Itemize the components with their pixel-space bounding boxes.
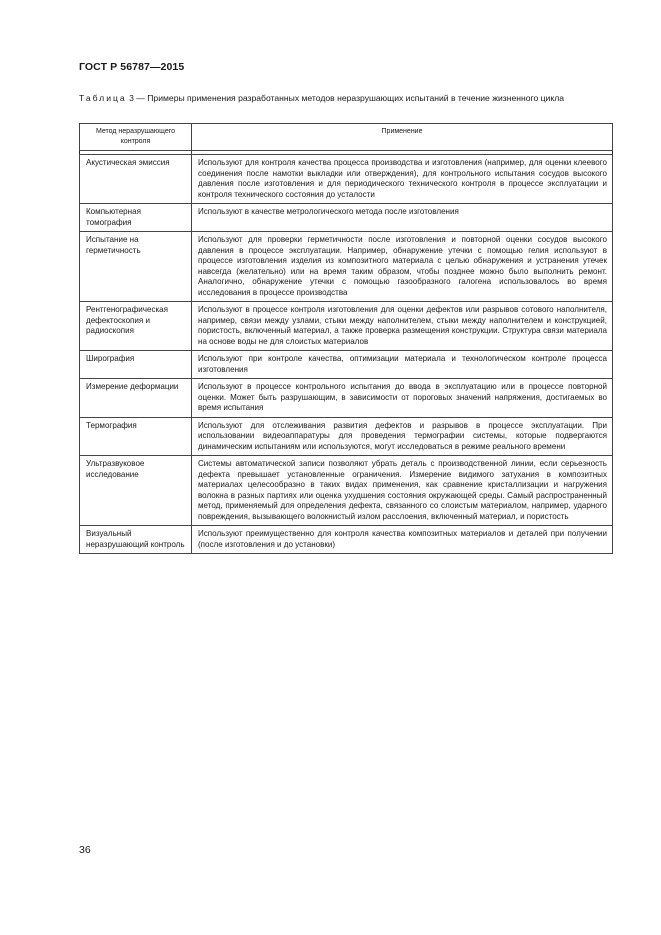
table-row	[80, 302, 613, 351]
column-header-method: Метод неразрушающего контроля	[80, 124, 192, 151]
table-row	[80, 456, 613, 526]
table-header-row	[80, 124, 613, 151]
table-title-text: — Примеры применения разработанных методов неразрушающих испытаний в течение жизненного цикла	[136, 93, 564, 103]
application-cell: Используют для контроля качества процесса производства и изготовления (например, для оценки клеевого соединения после намотки выкладки или отверждения), для контрольного испытания сосудов высокого давления после изготовления и для периодического технического контроля в процессе эксплуатации и контроля технического состояния до усталости	[192, 155, 613, 204]
method-cell: Компьютерная томография	[80, 204, 192, 232]
page-number: 36	[79, 844, 91, 856]
method-cell: Акустическая эмиссия	[80, 155, 192, 204]
method-cell: Измерение деформации	[80, 379, 192, 418]
method-cell: Испытание на герметичность	[80, 232, 192, 302]
table-title	[79, 93, 617, 105]
table-row	[80, 417, 613, 456]
table-row	[80, 232, 613, 302]
application-cell: Используют для отслеживания развития дефектов и разрывов в процессе эксплуатации. При использовании видеоаппаратуры для проведения термографии системы, которые подвергаются динамическим испытаниям или используются, могут исследоваться в режиме реального времени	[192, 417, 613, 456]
method-cell: Ширография	[80, 351, 192, 379]
methods-table	[79, 123, 613, 554]
method-cell: Визуальный неразрушающий контроль	[80, 526, 192, 554]
application-cell: Системы автоматической записи позволяют убрать деталь с производственной линии, если серьезность дефекта превышает установленные ограничения. Измерение видимого затухания в композитных материалах целесообразно в таких видах применения, как сравнение кристаллизации и нагружения волокна в разных партиях или оценка ухудшения состояния окружающей среды. Самый распространенный метод, применяемый для определения дефекта, связанного со слоистым материалом, например, ударного повреждения, вызывающего волокнистый излом расслоения, включенный материал, и пористость	[192, 456, 613, 526]
table-row	[80, 204, 613, 232]
method-cell: Ультразвуковое исследование	[80, 456, 192, 526]
table-row	[80, 526, 613, 554]
application-cell: Используют при контроле качества, оптимизации материала и технологическом контроле процесса изготовления	[192, 351, 613, 379]
application-cell: Используют в процессе контрольного испытания до ввода в эксплуатацию или в процессе повторной оценки. Может быть разрушающим, в зависимости от пороговых значений напряжения, достигаемых во время испытания	[192, 379, 613, 418]
method-cell: Термография	[80, 417, 192, 456]
method-cell: Рентгенографическая дефектоскопия и радиоскопия	[80, 302, 192, 351]
document-code: ГОСТ Р 56787—2015	[79, 61, 185, 73]
table-row	[80, 351, 613, 379]
application-cell: Используют для проверки герметичности после изготовления и повторной оценки сосудов высокого давления в процессе эксплуатации. Например, обнаружение утечки с помощью гелия используют в процессе изготовления изделия из композитного материала с целью обнаружения и устранения утечек навсегда (желательно) или на время таким образом, чтобы позднее можно было выполнить ремонт. Аналогично, обнаружение утечки с помощью газообразного галогена использовалось во время исследования в процессе производства	[192, 232, 613, 302]
column-header-application: Применение	[192, 124, 613, 151]
application-cell: Используют в качестве метрологического метода после изготовления	[192, 204, 613, 232]
table-title-number: 3	[129, 93, 134, 103]
table-row	[80, 379, 613, 418]
table-row	[80, 155, 613, 204]
table-title-label: Таблица	[79, 93, 127, 103]
application-cell: Используют в процессе контроля изготовления для оценки дефектов или разрывов сотового наполнителя, например, связи между узлами, стыки между наполнителем, стыки между наполнителем и конструкцией, пористость, включенный материал, а также проверка размещения конструкции. Структура связи материала на основе воды не для слоистых материалов	[192, 302, 613, 351]
application-cell: Используют преимущественно для контроля качества композитных материалов и деталей при получении (после изготовления и до установки)	[192, 526, 613, 554]
